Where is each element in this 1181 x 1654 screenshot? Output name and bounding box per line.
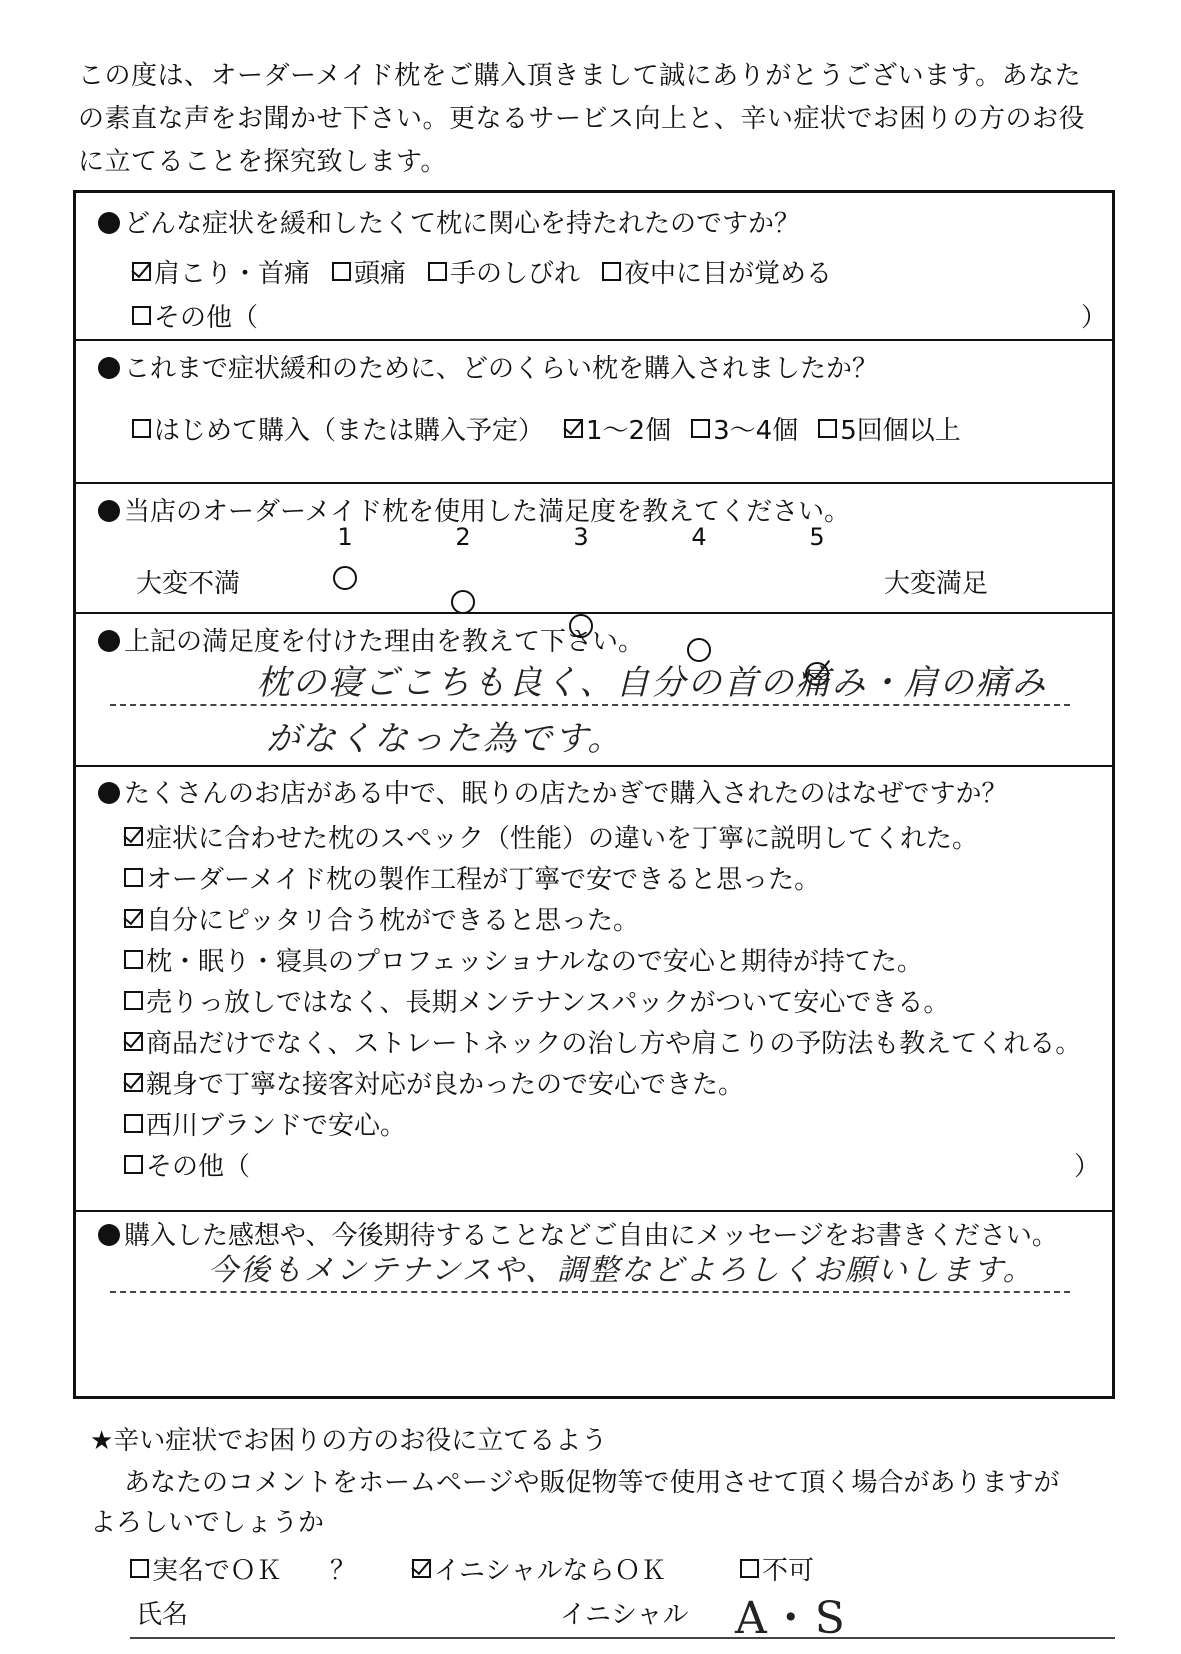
- checkbox-icon[interactable]: [818, 419, 837, 438]
- checkbox-checked-icon[interactable]: [412, 1559, 431, 1578]
- intro-line: に立てることを探究致します。: [78, 147, 447, 177]
- q2-option-5plus[interactable]: [818, 410, 961, 447]
- option-label: その他（: [146, 1152, 251, 1182]
- checkbox-icon[interactable]: [124, 1155, 143, 1174]
- footer-line1: ★辛い症状でお困りの方のお役に立てるよう: [90, 1426, 608, 1456]
- bullet-icon: [98, 630, 120, 652]
- checkbox-icon[interactable]: [602, 262, 621, 281]
- q6-question-text: 購入した感想や、今後期待することなどご自由にメッセージをお書きください。: [124, 1221, 1058, 1251]
- consent-initials[interactable]: [412, 1550, 666, 1587]
- q2-option-3-4[interactable]: [691, 410, 798, 447]
- option-label: 枕・眠り・寝具のプロフェッショナルなので安心と期待が持てた。: [146, 947, 923, 977]
- q4-question: [98, 621, 644, 658]
- question-mark: ？: [330, 1556, 357, 1586]
- q4-handwritten-answer-line1: 枕の寝ごこちも良く、自分の首の痛み・肩の痛み: [256, 663, 1048, 703]
- checkbox-checked-icon[interactable]: [124, 909, 143, 928]
- q5-question: [98, 773, 1007, 810]
- q1-options: [132, 253, 832, 290]
- q5-option[interactable]: [124, 1105, 406, 1142]
- q1-option-numbness[interactable]: [428, 253, 580, 290]
- answer-dashed-line: [110, 1291, 1070, 1293]
- checkbox-icon[interactable]: [691, 419, 710, 438]
- q2-option-1-2[interactable]: [564, 410, 671, 447]
- option-label: 3～4個: [713, 416, 799, 446]
- signature-underline: [130, 1637, 1115, 1639]
- checkbox-icon[interactable]: [130, 1559, 149, 1578]
- option-label: 1～2個: [586, 416, 672, 446]
- option-label: イニシャルならＯＫ: [434, 1556, 667, 1586]
- initial-label: イニシャル: [560, 1600, 689, 1630]
- q2-question-text: これまで症状緩和のために、どのくらい枕を購入されましたか？: [124, 354, 879, 384]
- checkbox-icon[interactable]: [124, 868, 143, 887]
- scale-number: 3: [573, 523, 589, 551]
- q5-option[interactable]: [124, 818, 978, 855]
- survey-form: [73, 190, 1115, 1399]
- checkbox-icon[interactable]: [132, 419, 151, 438]
- scale-number: 4: [691, 523, 707, 551]
- scale-number: 2: [455, 523, 471, 551]
- bullet-icon: [98, 357, 120, 379]
- section-divider: [76, 339, 1112, 341]
- name-label: 氏名: [136, 1600, 189, 1630]
- option-label: 手のしびれ: [450, 259, 581, 289]
- section-divider: [76, 612, 1112, 614]
- option-label: 実名でＯＫ: [152, 1556, 283, 1586]
- q2-options: [132, 410, 961, 447]
- checkbox-checked-icon[interactable]: [124, 827, 143, 846]
- checkbox-checked-icon[interactable]: [564, 419, 583, 438]
- q5-question-text: たくさんのお店がある中で、眠りの店たかぎで購入されたのはなぜですか？: [124, 779, 1008, 809]
- bullet-icon: [98, 212, 120, 234]
- option-label: その他（: [154, 303, 259, 333]
- q1-option-shoulder[interactable]: [132, 253, 310, 290]
- checkbox-icon[interactable]: [332, 262, 351, 281]
- scale-number: 1: [337, 523, 353, 551]
- checkbox-checked-icon[interactable]: [124, 1073, 143, 1092]
- q4-question-text: 上記の満足度を付けた理由を教えて下さい。: [124, 627, 645, 657]
- option-label: 西川ブランドで安心。: [146, 1111, 407, 1141]
- option-label: 自分にピッタリ合う枕ができると思った。: [146, 906, 639, 936]
- q5-option[interactable]: [124, 982, 949, 1019]
- checkbox-icon[interactable]: [124, 1114, 143, 1133]
- q1-option-headache[interactable]: [332, 253, 406, 290]
- bullet-icon: [98, 1224, 120, 1246]
- q5-option[interactable]: [124, 859, 820, 896]
- q3-question-text: 当店のオーダーメイド枕を使用した満足度を教えてください。: [124, 497, 851, 527]
- option-label: 肩こり・首痛: [154, 259, 311, 289]
- checkbox-icon[interactable]: [124, 950, 143, 969]
- q5-option[interactable]: [124, 900, 639, 937]
- q5-option-other[interactable]: [124, 1146, 250, 1183]
- q1-other-close: ）: [1081, 303, 1108, 333]
- option-label: 夜中に目が覚める: [624, 259, 833, 289]
- q4-handwritten-answer-line2: がなくなった為です。: [266, 719, 624, 759]
- scale-number: 5: [809, 523, 825, 551]
- q6-handwritten-answer: 今後もメンテナンスや、調整などよろしくお願いします。: [208, 1253, 1035, 1288]
- q3-low-label: 大変不満: [136, 569, 241, 599]
- section-divider: [76, 482, 1112, 484]
- q2-option-first[interactable]: [132, 410, 544, 447]
- intro-line: この度は、オーダーメイド枕をご購入頂きまして誠にありがとうございます。あなた: [78, 61, 1082, 91]
- footer-line3: よろしいでしょうか: [90, 1508, 325, 1538]
- option-label: 頭痛: [354, 259, 407, 289]
- consent-real-name[interactable]: [130, 1550, 282, 1587]
- rating-radio-2[interactable]: [451, 590, 475, 614]
- option-label: はじめて購入（または購入予定）: [154, 416, 545, 446]
- answer-dashed-line: [110, 704, 1070, 706]
- bullet-icon: [98, 782, 120, 804]
- option-label: 売りっ放しではなく、長期メンテナンスパックがついて安心できる。: [146, 988, 950, 1018]
- option-label: 症状に合わせた枕のスペック（性能）の違いを丁寧に説明してくれた。: [146, 824, 979, 854]
- q5-other-close: ）: [1074, 1152, 1101, 1182]
- checkbox-checked-icon[interactable]: [124, 1032, 143, 1051]
- checkbox-icon[interactable]: [132, 306, 151, 325]
- section-divider: [76, 765, 1112, 767]
- q1-option-other[interactable]: [132, 297, 258, 334]
- checkbox-checked-icon[interactable]: [132, 262, 151, 281]
- bullet-icon: [98, 500, 120, 522]
- q2-question: [98, 348, 878, 385]
- initial-handwritten-value: A・S: [735, 1593, 847, 1644]
- q5-option[interactable]: [124, 941, 923, 978]
- rating-radio-1[interactable]: [333, 566, 357, 590]
- option-label: 不可: [762, 1556, 815, 1586]
- checkbox-icon[interactable]: [740, 1559, 759, 1578]
- footer-line2: あなたのコメントをホームページや販促物等で使用させて頂く場合がありますが: [124, 1468, 1060, 1498]
- option-label: オーダーメイド枕の製作工程が丁寧で安できると思った。: [146, 865, 821, 895]
- q3-high-label: 大変満足: [884, 569, 989, 599]
- q1-question: [98, 203, 800, 240]
- option-label: 商品だけでなく、ストレートネックの治し方や肩こりの予防法も教えてくれる。: [146, 1029, 1082, 1059]
- checkbox-icon[interactable]: [124, 991, 143, 1010]
- intro-text: [78, 55, 1118, 184]
- q5-option[interactable]: [124, 1064, 744, 1101]
- option-label: 親身で丁寧な接客対応が良かったので安心できた。: [146, 1070, 745, 1100]
- q1-question-text: どんな症状を緩和したくて枕に関心を持たれたのですか？: [124, 209, 801, 239]
- option-label: 5回個以上: [840, 416, 961, 446]
- checkbox-icon[interactable]: [428, 262, 447, 281]
- q5-option[interactable]: [124, 1023, 1081, 1060]
- q1-option-wakeup[interactable]: [602, 253, 832, 290]
- intro-line: の素直な声をお聞かせ下さい。更なるサービス向上と、辛い症状でお困りの方のお役: [78, 104, 1086, 134]
- section-divider: [76, 1210, 1112, 1212]
